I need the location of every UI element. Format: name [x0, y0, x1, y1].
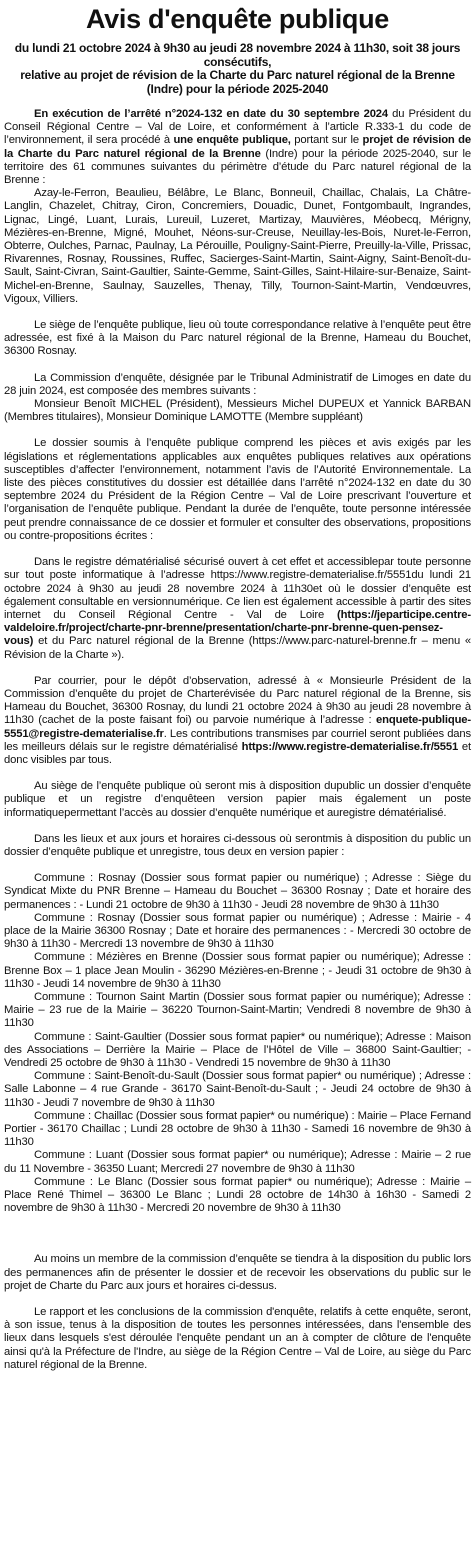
paragraph-courrier [4, 675, 471, 767]
subtitle [8, 42, 467, 96]
schedule-item: Commune : Tournon Saint Martin (Dossier sous format papier ou numérique); Adresse : Mairie – 23 rue de la Mairie – 36220 Tournon-Saint-Martin; Vendredi 8 novembre de 9h30 à 11h30 [4, 990, 471, 1030]
paragraph-arrete [4, 108, 471, 187]
paragraph-text: et du Parc naturel régional de la Brenne (https://www.parc-naturel-brenne.fr – menu « Révision de la Charte »). [4, 635, 471, 661]
page-title: Avis d'enquête publique [85, 4, 390, 34]
schedule-item: Commune : Saint-Benoît-du-Sault (Dossier sous format papier* ou numérique) ; Adresse : Salle Labonne – 4 rue Grande - 36170 Saint-Benoît-du-Sault ; - Jeudi 24 octobre de 9h30 à 11h30 - Jeudi 7 novembre de 9h30 à 11h30 [4, 1070, 471, 1109]
subtitle-subject: relative au projet de révision de la Charte du Parc naturel régional de la Brenne (Indre) pour la période 2025-2040 [20, 68, 455, 96]
schedule-item: Commune : Le Blanc (Dossier sous format papier* ou numérique); Adresse : Mairie – Place René Thimel – 36300 Le Blanc ; Lundi 28 octobre de 14h30 à 16h30 - Samedi 2 novembre de 9h30 à 11h30 - Mercredi 20 novembre de 9h30 à 11h30 [4, 1175, 471, 1215]
paragraph-text: portant sur le [290, 134, 363, 147]
paragraph-siege: Le siège de l’enquête publique, lieu où toute correspondance relative à l’enquête peut être adressée, est fixé à la Maison du Parc naturel régional de la Brenne, Hameau du Bouchet, 36300 Rosnay. [4, 319, 471, 358]
paragraph-siege-poste: Au siège de l’enquête publique où seront mis à disposition dupublic un dossier d’enquête publique et un registre d’enquêteen version papier mais également un poste informatiquepermettant l’accès au dossier d’enquête numérique et auregistre dématérialisé. [4, 780, 471, 819]
spacer [4, 662, 471, 675]
spacer [4, 543, 471, 556]
spacer [4, 1293, 471, 1306]
paragraph-lieux: Dans les lieux et aux jours et horaires ci-dessous où serontmis à disposition du public un dossier d’enquête publique et unregistre, tous deux en version papier : [4, 832, 471, 858]
notice-body [4, 108, 471, 1372]
paragraph-rapport: Le rapport et les conclusions de la commission d'enquête, relatifs à cette enquête, seront, à son issue, tenus à la disposition de toutes les personnes intéressées, dans l'ensemble des lieux dans lesquels s'est déroulée l'enquête pendant un an à compter de clôture de l'enquête ainsi qu'à la Préfecture de l'Indre, au siège de la Région Centre – Val de Loire, au siège du Parc naturel régional de la Brenne. [4, 1306, 471, 1371]
paragraph-permanences: Au moins un membre de la commission d’enquête se tiendra à la disposition du public lors des permanences afin de présenter le dossier et de recevoir les observations du public sur le projet de Charte du Parc aux jours et horaires ci-dessus. [4, 1253, 471, 1292]
enquete-publique-emphasis: une enquête publique, [173, 134, 291, 147]
spacer [4, 859, 471, 872]
subtitle-dates: du lundi 21 octobre 2024 à 9h30 au jeudi 28 novembre 2024 à 11h30, soit 38 jours consécutifs, [14, 41, 461, 69]
email-link[interactable]: enquete-publique-5551@registre-dematerialise.fr [4, 714, 471, 740]
paragraph-commission: La Commission d’enquête, désignée par le Tribunal Administratif de Limoges en date du 28 juin 2024, est composée des membres suivants : [4, 371, 471, 397]
projet-emphasis: projet de révision de la Charte du Parc naturel régional de la Brenne [4, 134, 471, 160]
schedule-item: Commune : Rosnay (Dossier sous format papier ou numérique) ; Adresse : Siège du Syndicat Mixte du PNR Brenne – Hameau du Bouchet – 36300 Rosnay ; Date et horaire des permanences : - Lundi 21 octobre de 9h30 à 11h30 - Jeudi 28 novembre de 9h30 à 11h30 [4, 872, 471, 911]
schedule-item: Commune : Luant (Dossier sous format papier* ou numérique); Adresse : Mairie – 2 rue du 11 Novembre - 36350 Luant; Mercredi 27 novembre de 9h30 à 11h30 [4, 1149, 471, 1175]
paragraph-text: du Président du Conseil Régional Centre – Val de Loire, et conformément à l’article R.333-1 du code de l’environnement, il sera procédé à [4, 108, 472, 147]
paragraph-text: Dans le registre dématérialisé sécurisé ouvert à cet effet et accessiblepar toute personne sur tout poste informatique à l’adresse https://www.registre-dematerialise.fr/5551du lundi 21 octobre 2024 à 9h30 au jeudi 28 novembre 2024 à 11h30et où le dossier d’enquête est également consultable en versionnumérique. Ce lien est également accessible à partir des sites internet du Conseil Régional Centre - Val de Loire [4, 556, 471, 621]
paragraph-text: (Indre) pour la période 2025-2040, sur le territoire des 61 communes suivantes du périmètre d’étude du Parc naturel régional de la Brenne : [4, 147, 472, 187]
arrete-reference: En exécution de l’arrêté n°2024-132 en date du 30 septembre 2024 [34, 108, 389, 120]
schedule-item: Commune : Saint-Gaultier (Dossier sous format papier* ou numérique); Adresse : Maison des Associations – Derrière la Mairie – Place de l’Hôtel de Ville – 36800 Saint-Gaultier; - Vendredi 25 octobre de 9h30 à 11h30 - Vendredi 15 novembre de 9h30 à 11h30 [4, 1030, 471, 1069]
schedule-item: Commune : Chaillac (Dossier sous format papier* ou numérique) : Mairie – Place Fernand Portier - 36170 Chaillac ; Lundi 28 octobre de 9h30 à 11h30 - Samedi 16 novembre de 9h30 à 11h30 [4, 1109, 471, 1149]
schedule-item: Commune : Mézières en Brenne (Dossier sous format papier ou numérique); Adresse : Brenne Box – 1 place Jean Moulin - 36290 Mézières-en-Brenne ; - Jeudi 31 octobre de 9h30 à 11h30 - Jeudi 14 novembre de 9h30 à 11h30 [4, 951, 471, 990]
spacer [4, 359, 471, 372]
jeparticipe-link[interactable]: (https://jeparticipe.centre-valdeloire.fr/project/charte-pnr-brenne/presentation/charte-pnr-brenne-quen-pensez-vous) [4, 608, 471, 648]
spacer [4, 306, 471, 319]
schedule-list [4, 872, 471, 1215]
spacer [4, 767, 471, 780]
paragraph-text: . Les contributions transmises par courriel seront publiées dans les meilleurs délais sur le registre dématérialisé [4, 727, 471, 753]
spacer [4, 820, 471, 833]
paragraph-text: Par courrier, pour le dépôt d’observation, adressé à « Monsieurle Président de la Commission d’enquête du projet de Charterévisée du Parc naturel régional de la Brenne, sis Hameau du Bouchet, 36300 Rosnay, du lundi 21 octobre 2024 à 9h30 au jeudi 28 novembre à 11h30 (cachet de la poste faisant foi) ou parvoie numérique à l’adresse : [4, 674, 471, 727]
communes-list: Azay-le-Ferron, Beaulieu, Bélâbre, Le Blanc, Bonneuil, Chaillac, Chalais, La Châtre-Langlin, Chazelet, Chitray, Ciron, Concremiers, Douadic, Dunet, Fontgombault, Ingrandes, Lignac, Lingé, Luant, Lurais, Lureuil, Luzeret, Martizay, Mauvières, Méobecq, Mérigny, Mézières-en-Brenne, Migné, Mouhet, Néons-sur-Creuse, Neuillay-les-Bois, Nuret-le-Ferron, Obterre, Oulches, Parnac, Paulnay, La Pérouille, Pouligny-Saint-Pierre, Preuilly-la-Ville, Prissac, Rivarennes, Rosnay, Roussines, Ruffec, Sacierges-Saint-Martin, Saint-Aigny, Saint-Benoît-du-Sault, Saint-Civran, Saint-Gaultier, Sainte-Gemme, Saint-Gilles, Saint-Hilaire-sur-Benaize, Saint-Michel-en-Brenne, Saulnay, Sauzelles, Thenay, Tilly, Tournon-Saint-Martin, Vendœuvres, Vigoux, Villiers. [4, 187, 471, 305]
paragraph-dossier: Le dossier soumis à l’enquête publique comprend les pièces et avis exigés par les législations et réglementations applicables aux enquêtes publiques relatives aux opérations susceptibles d’affecter l’environnement, notamment l’avis de l’Autorité Environnementale. La liste des pièces constitutives du dossier est détaillée dans l’arrêté n°2024-132 en date du 30 septembre 2024 du Président de la Région Centre – Val de Loire prescrivant l’ouverture et l’organisation de l’enquête publique. Pendant la durée de l’enquête, toute personne intéressée peut prendre connaissance de ce dossier et formuler et consulter des observations, propositions ou contre-propositions écrites : [4, 437, 471, 542]
registre-link[interactable]: https://www.registre-dematerialise.fr/5551 [241, 740, 459, 753]
commission-members: Monsieur Benoît MICHEL (Président), Messieurs Michel DUPEUX et Yannick BARBAN (Membres titulaires), Monsieur Dominique LAMOTTE (Membre suppléant) [4, 398, 471, 424]
schedule-item: Commune : Rosnay (Dossier sous format papier ou numérique) ; Adresse : Mairie - 4 place de la Mairie 36300 Rosnay ; Date et horaire des permanences : - Mercredi 30 octobre de 9h30 à 11h30 - Mercredi 13 novembre de 9h30 à 11h30 [4, 911, 471, 951]
spacer [4, 1215, 471, 1253]
paragraph-text: et donc visibles par tous. [4, 740, 471, 766]
spacer [4, 424, 471, 437]
paragraph-registre [4, 556, 471, 662]
